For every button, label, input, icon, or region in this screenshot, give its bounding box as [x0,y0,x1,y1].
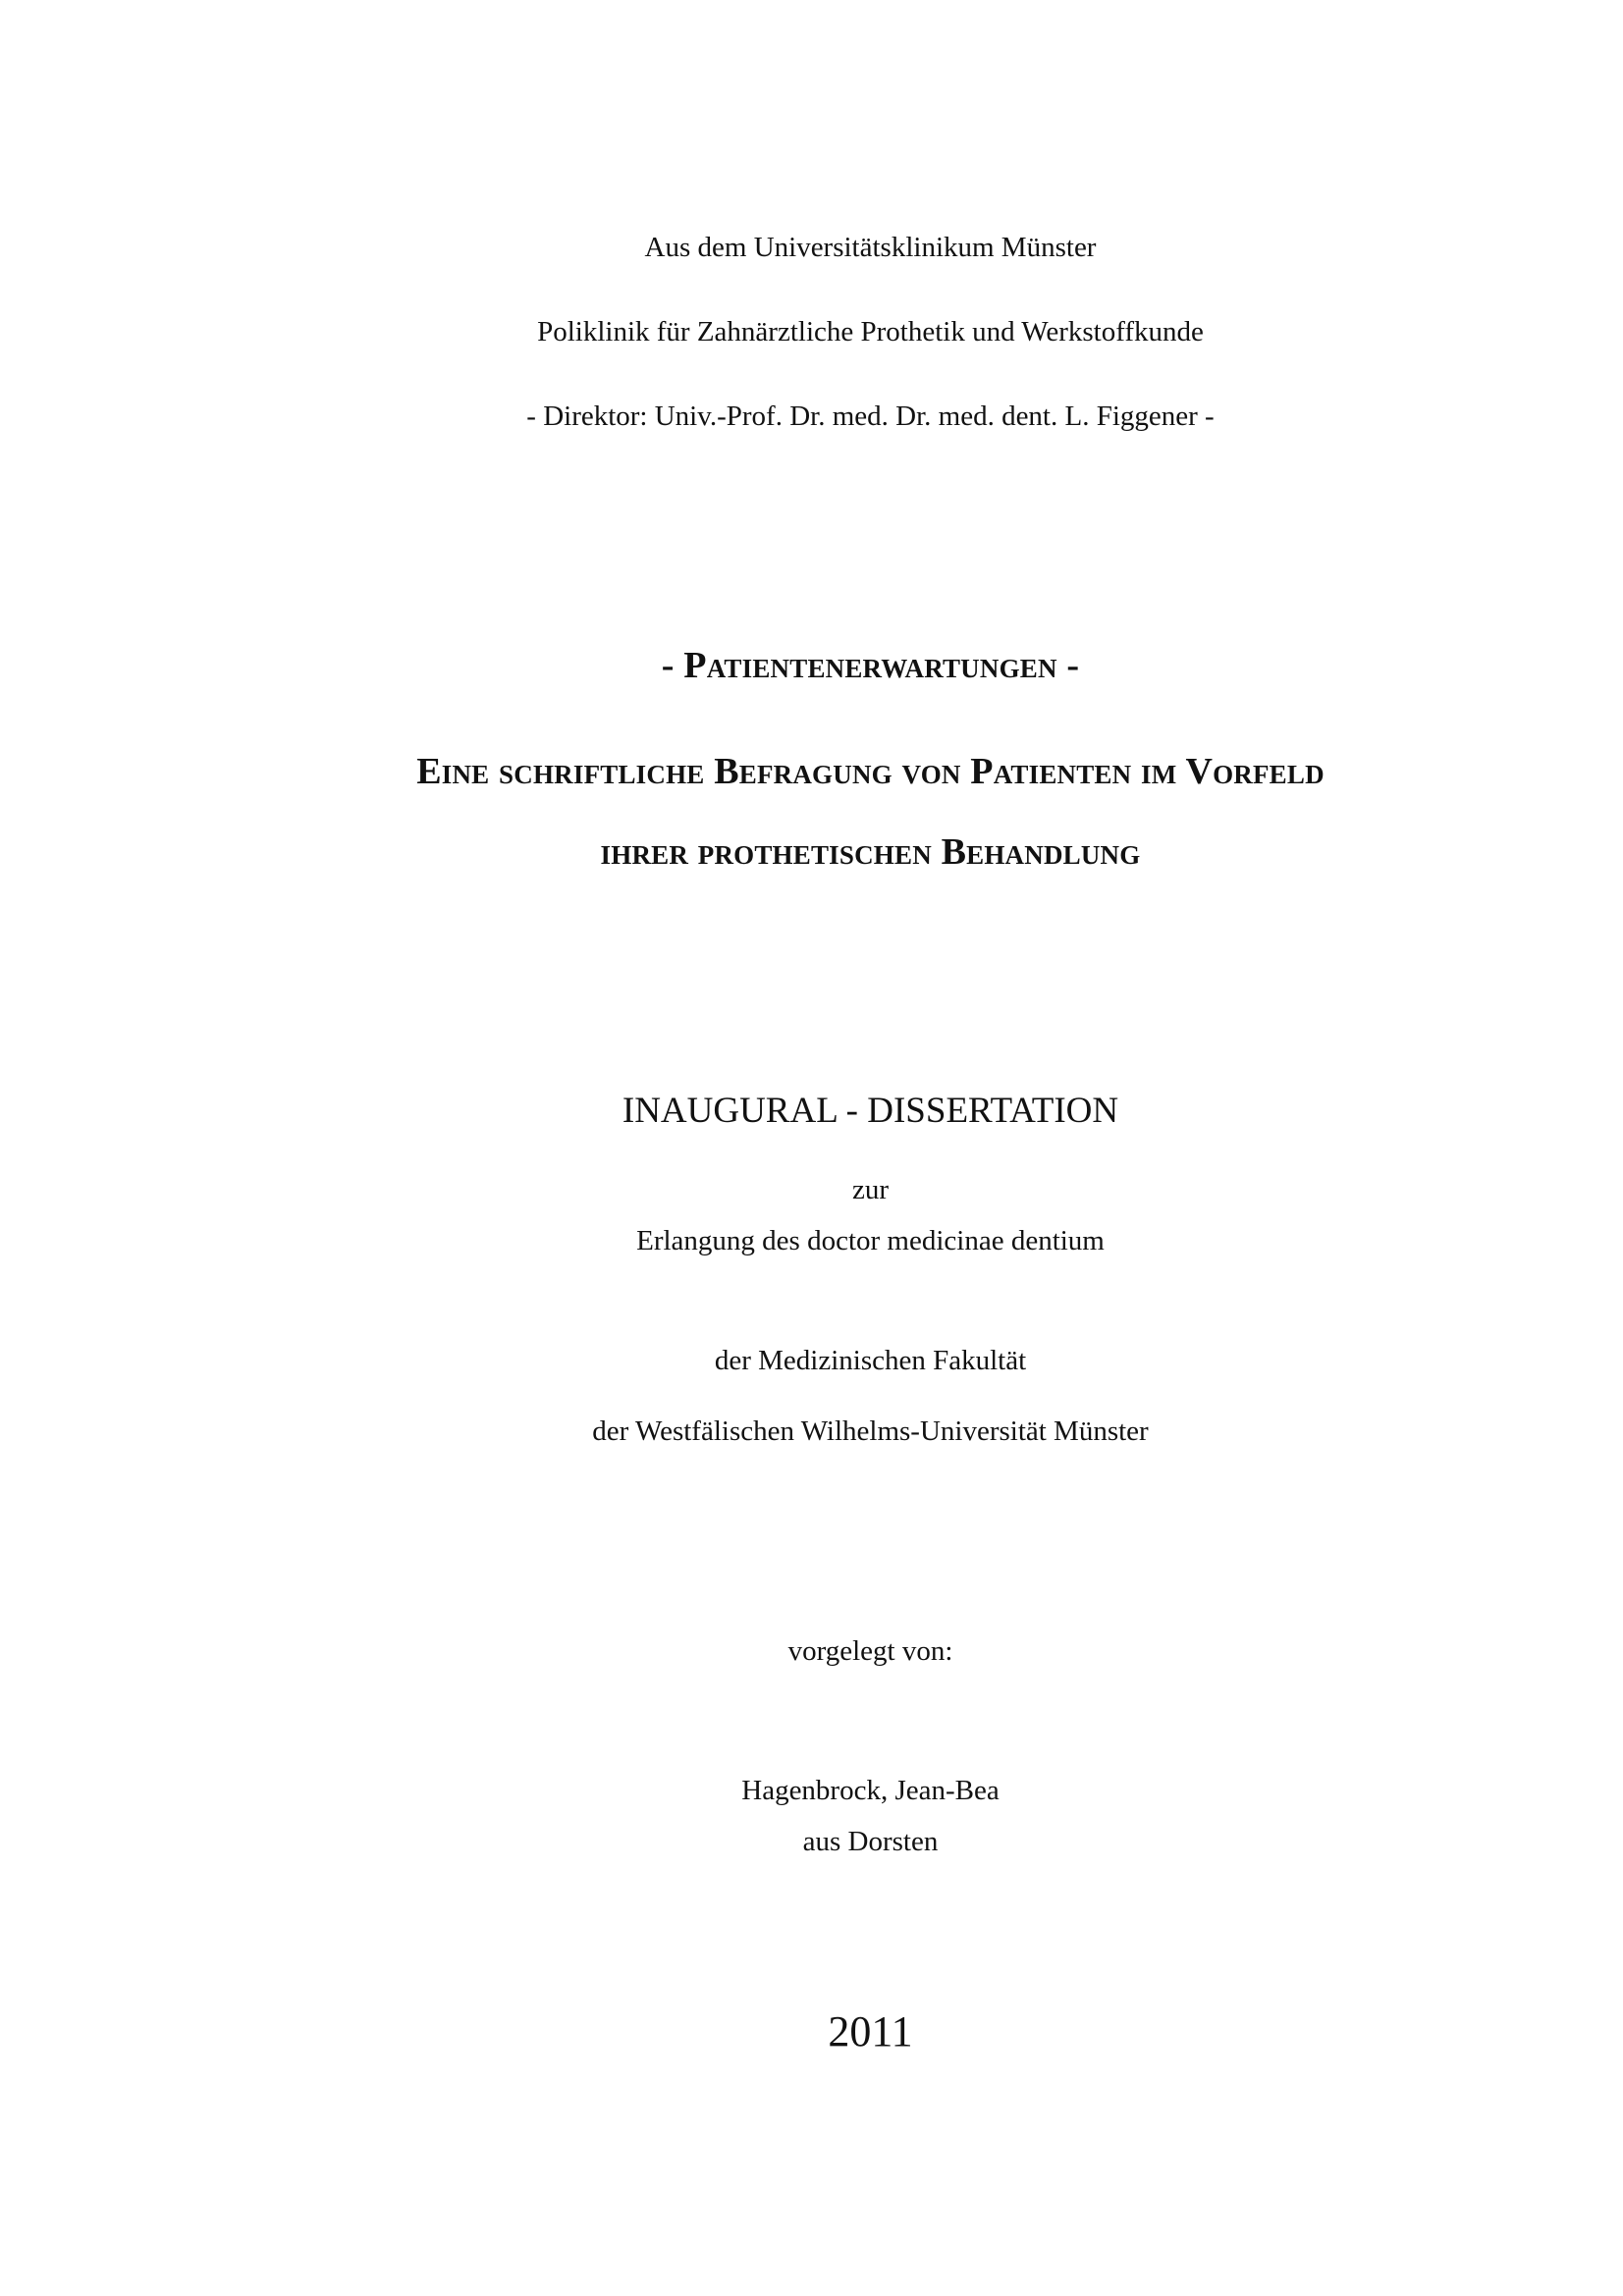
dissertation-purpose: Erlangung des doctor medicinae dentium [636,1225,1105,1256]
institution-director: - Direktor: Univ.-Prof. Dr. med. Dr. med. dent. L. Figgener - [526,400,1215,432]
submitted-by-label: vorgelegt von: [787,1635,953,1667]
author-origin: aus Dorsten [802,1826,939,1857]
title-subtitle-line1: Eine schriftliche Befragung von Patienten im Vorfeld [416,751,1325,792]
year: 2011 [828,2007,913,2056]
author-name: Hagenbrock, Jean-Bea [741,1775,1000,1806]
dissertation-zur: zur [851,1174,890,1205]
dissertation-university: der Westfälischen Wilhelms-Universität Münster [592,1415,1149,1447]
title-main: - Patientenerwartungen - [661,645,1080,686]
title-subtitle-line2: ihrer prothetischen Behandlung [600,831,1141,873]
institution-department: Poliklinik für Zahnärztliche Prothetik und Werkstoffkunde [537,316,1204,347]
institution-clinic: Aus dem Universitätsklinikum Münster [644,232,1097,263]
dissertation-heading: INAUGURAL - DISSERTATION [622,1091,1119,1131]
dissertation-faculty: der Medizinischen Fakultät [714,1345,1027,1376]
